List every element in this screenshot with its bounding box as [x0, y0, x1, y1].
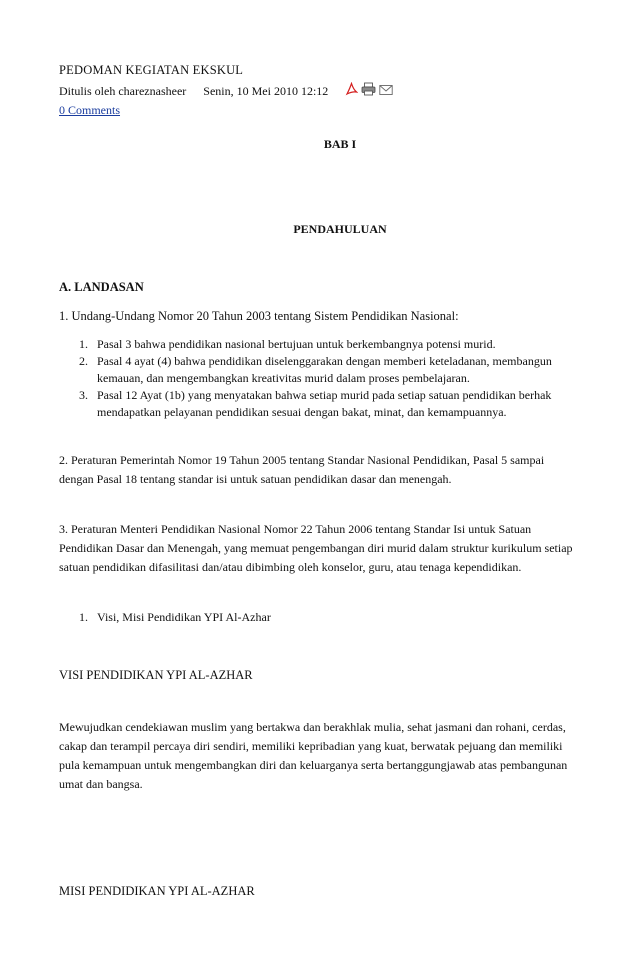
list-item-number: 1.: [79, 337, 88, 351]
chapter-heading: BAB I: [323, 137, 357, 151]
list-item-text: Visi, Misi Pendidikan YPI Al-Azhar: [97, 610, 271, 624]
list-item: [79, 336, 579, 353]
landasan-item-2: 2. Peraturan Pemerintah Nomor 19 Tahun 2005 tentang Standar Nasional Pendidikan, Pasal 5 sampai dengan Pasal 18 tentang standar isi untuk satuan pendidikan dasar dan menengah.: [59, 453, 545, 486]
list-item-number: 3.: [79, 388, 88, 402]
list-item: [79, 353, 579, 387]
list-item: [79, 609, 579, 626]
list-item: [79, 387, 579, 421]
print-icon[interactable]: [361, 82, 376, 96]
landasan-item-1: 1. Undang-Undang Nomor 20 Tahun 2003 tentang Sistem Pendidikan Nasional:: [59, 309, 459, 323]
comments-link[interactable]: 0 Comments: [59, 103, 121, 117]
section-heading-landasan: A. LANDASAN: [59, 280, 144, 294]
visi-text: Mewujudkan cendekiawan muslim yang bertakwa dan berakhlak mulia, sehat jasmani dan rohani, cerdas, cakap dan terampil percaya diri sendiri, memiliki kepribadian yang kuat, berwatak pejuang dan memiliki pula kemampuan untuk mengembangkan diri dan keluarganya serta bertanggungjawab atas pembangunan umat dan bangsa.: [59, 720, 568, 791]
landasan-item-3: 3. Peraturan Menteri Pendidikan Nasional Nomor 22 Tahun 2006 tentang Standar Isi untuk Satuan Pendidikan Dasar dan Menengah, yang memuat pengembangan diri murid dalam struktur kurikulum setiap satuan pendidikan difasilitasi dan/atau dibimbing oleh konselor, guru, atau tenaga kependidikan.: [59, 522, 573, 574]
visi-heading: VISI PENDIDIKAN YPI AL-AZHAR: [59, 668, 253, 682]
email-icon[interactable]: [379, 84, 393, 96]
article-date: Senin, 10 Mei 2010 12:12: [203, 83, 329, 98]
list-item-number: 1.: [79, 610, 88, 624]
article-title: PEDOMAN KEGIATAN EKSKUL: [59, 63, 244, 77]
list-item-text: Pasal 4 ayat (4) bahwa pendidikan diselenggarakan dengan memberi keteladanan, membangun kemauan, dan mengembangkan kreativitas murid dalam proses pembelajaran.: [97, 354, 552, 385]
misi-heading: MISI PENDIDIKAN YPI AL-AZHAR: [59, 884, 255, 898]
chapter-title: PENDAHULUAN: [293, 222, 387, 236]
list-item-text: Pasal 3 bahwa pendidikan nasional bertujuan untuk berkembangnya potensi murid.: [97, 337, 496, 351]
article-author: Ditulis oleh chareznasheer: [59, 83, 187, 98]
pdf-icon[interactable]: [345, 82, 358, 96]
article-action-icons: [345, 82, 393, 100]
list-item-text: Pasal 12 Ayat (1b) yang menyatakan bahwa setiap murid pada setiap satuan pendidikan berhak mendapatkan pelayanan pendidikan sesuai dengan bakat, minat, dan kemampuannya.: [97, 388, 552, 419]
article-meta: [59, 83, 393, 101]
list-item-number: 2.: [79, 354, 88, 368]
